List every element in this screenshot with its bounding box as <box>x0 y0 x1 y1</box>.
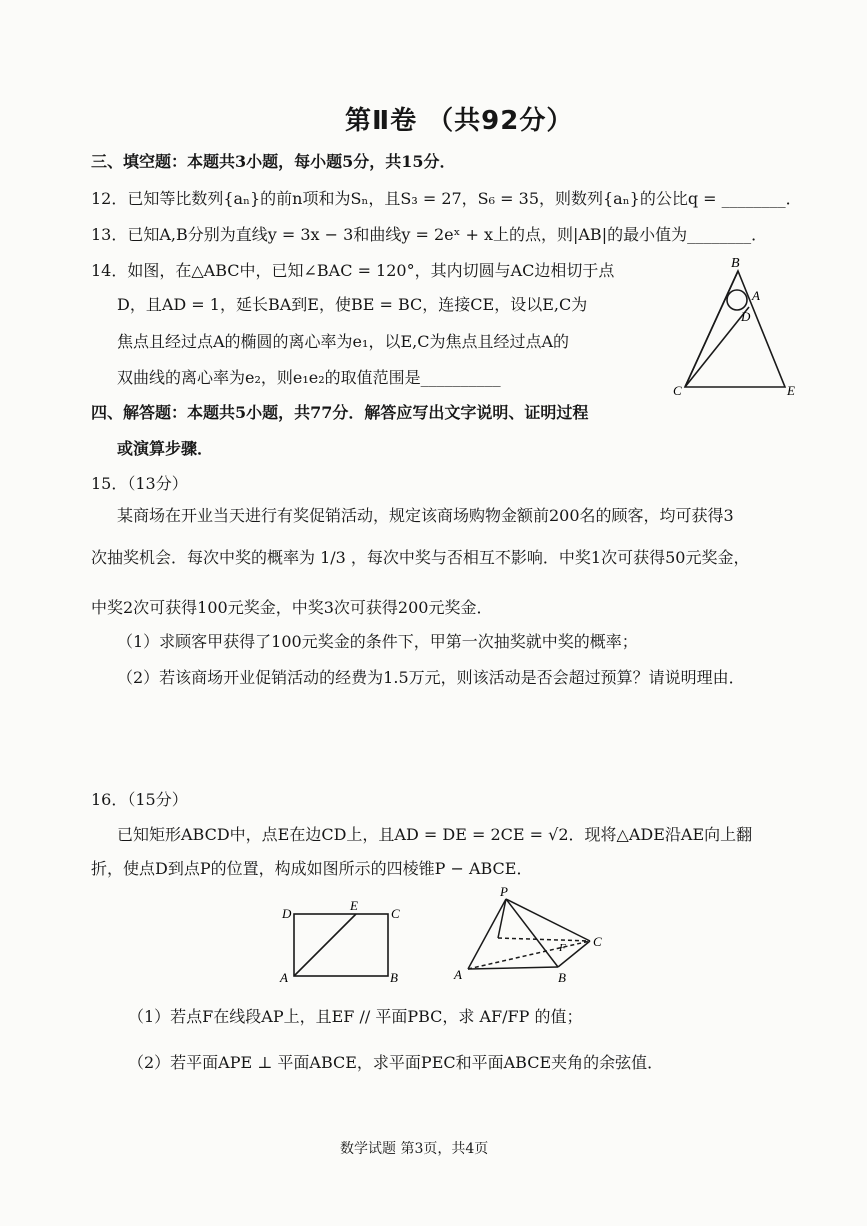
section-3-heading: 三、填空题：本题共3小题，每小题5分，共15分． <box>91 152 456 171</box>
question-16-line-1: 已知矩形ABCD中，点E在边CD上，且AD = DE = 2CE = √2．现将△ADE沿AE向上翻 <box>117 825 753 844</box>
rect-label-b: B <box>390 970 398 985</box>
label-d: D <box>741 309 751 324</box>
pyramid-label-p: P <box>500 884 508 899</box>
pyramid-label-f: F <box>559 942 566 954</box>
label-b: B <box>731 256 740 271</box>
question-15-part-2: （2）若该商场开业促销活动的经费为1.5万元，则该活动是否会超过预算？请说明理由． <box>117 668 745 687</box>
question-15-label: 15．（13分） <box>91 474 188 493</box>
question-16-line-2: 折，使点D到点P的位置，构成如图所示的四棱锥P − ABCE． <box>91 859 533 878</box>
rect-label-e: E <box>350 898 358 913</box>
question-15-line-1: 某商场在开业当天进行有奖促销活动，规定该商场购物金额前200名的顾客，均可获得3 <box>117 506 734 525</box>
section-4-heading-line-2: 或演算步骤． <box>117 439 214 458</box>
question-14-line-2: D，且AD = 1，延长BA到E，使BE = BC，连接CE，设以E,C为 <box>117 295 588 314</box>
label-e: E <box>787 383 795 398</box>
question-16-part-2: （2）若平面APE ⊥ 平面ABCE，求平面PEC和平面ABCE夹角的余弦值． <box>128 1053 664 1072</box>
question-13: 13．已知A,B分别为直线y = 3x − 3和曲线y = 2eˣ + x上的点，则|AB|的最小值为________． <box>91 225 768 244</box>
question-16-label: 16．（15分） <box>91 790 188 809</box>
question-15-line-3: 中奖2次可获得100元奖金，中奖3次可获得200元奖金． <box>91 598 493 617</box>
rect-label-d: D <box>282 906 292 921</box>
question-12: 12．已知等比数列{aₙ}的前n项和为Sₙ，且S₃ = 27，S₆ = 35，则数列{aₙ}的公比q = ________． <box>91 189 802 208</box>
rectangle-abcd-figure <box>270 898 410 990</box>
pyramid-pabce-figure <box>450 883 615 993</box>
question-15-part-1: （1）求顾客甲获得了100元奖金的条件下，甲第一次抽奖就中奖的概率； <box>117 632 638 651</box>
rect-label-a: A <box>280 970 288 985</box>
rect-label-c: C <box>391 906 400 921</box>
question-14-line-4: 双曲线的离心率为e₂，则e₁e₂的取值范围是__________ <box>117 368 501 387</box>
pyramid-label-c: C <box>593 934 602 949</box>
section-4-heading-line-1: 四、解答题：本题共5小题，共77分．解答应写出文字说明、证明过程 <box>91 403 589 422</box>
pyramid-label-b: B <box>558 970 566 985</box>
question-16-part-1: （1）若点F在线段AP上，且EF // 平面PBC，求 AF/FP 的值； <box>128 1007 583 1026</box>
question-14-line-3: 焦点且经过点A的椭圆的离心率为e₁，以E,C为焦点且经过点A的 <box>117 332 570 351</box>
page-title: 第Ⅱ卷 （共92分） <box>345 106 574 136</box>
pyramid-label-a: A <box>454 967 462 982</box>
label-a: A <box>752 288 760 303</box>
question-15-line-2: 次抽奖机会．每次中奖的概率为 1/3 ，每次中奖与否相互不影响．中奖1次可获得50元奖金， <box>91 548 750 567</box>
question-14-line-1: 14．如图，在△ABC中，已知∠BAC = 120°，其内切圆与AC边相切于点 <box>91 261 615 280</box>
page-footer: 数学试题 第3页，共4页 <box>340 1141 489 1157</box>
label-c: C <box>673 383 682 398</box>
triangle-abc-figure <box>665 255 805 405</box>
